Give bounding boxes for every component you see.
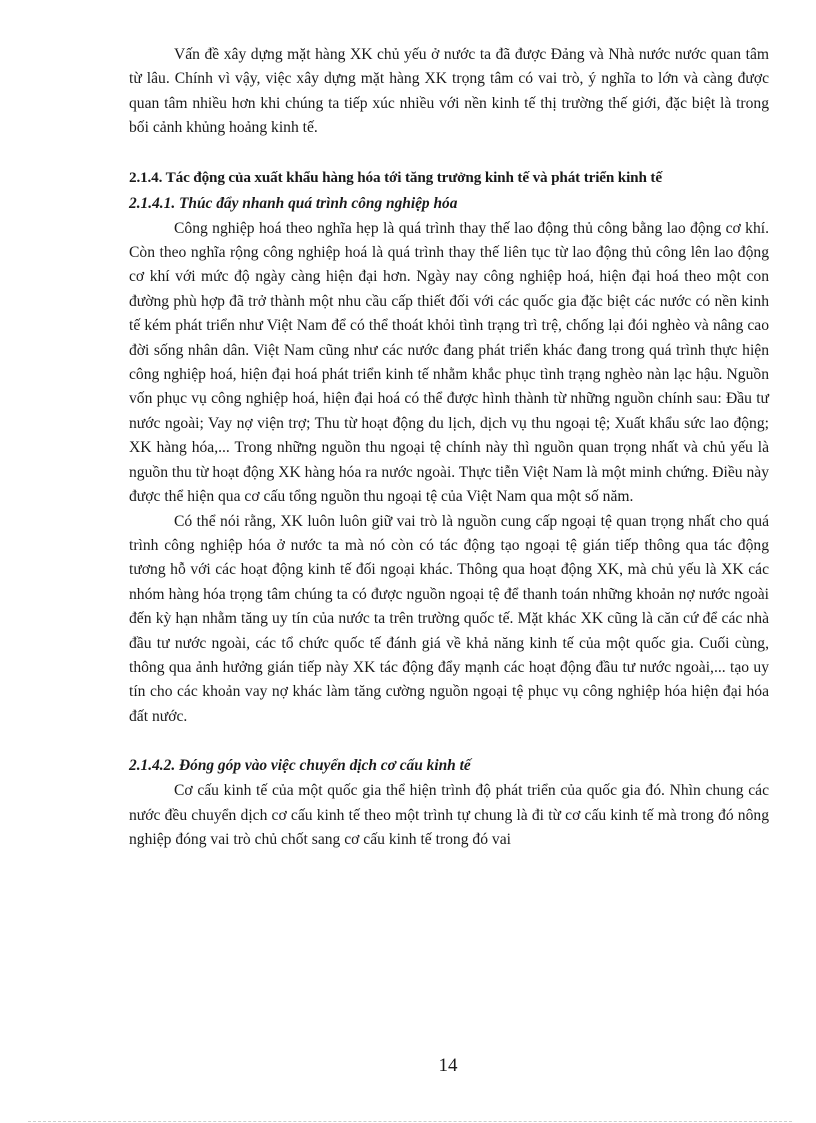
section-heading: 2.1.4. Tác động của xuất khẩu hàng hóa tới tăng trưởng kinh tế và phát triển kinh tế: [129, 168, 662, 186]
subsection-1-paragraph-1: Công nghiệp hoá theo nghĩa hẹp là quá trình thay thế lao động thủ công bằng lao động cơ khí. Còn theo nghĩa rộng công nghiệp hoá là quá trình thay thế liên tục từ lao động thủ công lên lao động cơ khí với mức độ ngày càng hiện đại hơn. Ngày nay công nghiệp hoá, hiện đại hoá theo một con đường phù hợp đã trở thành một nhu cầu cấp thiết đối với các quốc gia đặc biệt các nước có nền kinh tế kém phát triển như Việt Nam để có thể thoát khỏi tình trạng trì trệ, chống lại đói nghèo và nâng cao đời sống nhân dân. Việt Nam cũng như các nước đang phát triển khác đang trong quá trình thực hiện công nghiệp hoá, hiện đại hoá phát triển kinh tế nhằm khắc phục tình trạng nghèo nàn lạc hậu. Nguồn vốn phục vụ công nghiệp hoá, hiện đại hoá có thể được hình thành từ những nguồn chính sau: Đầu tư nước ngoài; Vay nợ viện trợ; Thu từ hoạt động du lịch, dịch vụ thu ngoại tệ; Xuất khẩu sức lao động; XK hàng hóa,... Trong những nguồn thu ngoại tệ chính này thì nguồn quan trọng nhất và chủ yếu là nguồn thu từ hoạt động XK hàng hóa ra nước ngoài. Thực tiễn Việt Nam là một minh chứng. Điều này được thể hiện qua cơ cấu tổng nguồn thu ngoại tệ của Việt Nam qua một số năm.: [129, 219, 769, 506]
page-bottom-divider: [28, 1121, 792, 1122]
subsection-heading-1: 2.1.4.1. Thúc đẩy nhanh quá trình công nghiệp hóa: [129, 194, 458, 212]
intro-paragraph: Vấn đề xây dựng mặt hàng XK chủ yếu ở nước ta đã được Đảng và Nhà nước nước quan tâm từ lâu. Chính vì vậy, việc xây dựng mặt hàng XK trọng tâm có vai trò, ý nghĩa to lớn và càng được quan tâm nhiều hơn khi chúng ta tiếp xúc nhiều với nền kinh tế thị trường thế giới, đặc biệt là trong bối cảnh khủng hoảng kinh tế.: [129, 46, 769, 137]
subsection-2-paragraph-1: Cơ cấu kinh tế của một quốc gia thể hiện trình độ phát triển của quốc gia đó. Nhìn chung các nước đều chuyển dịch cơ cấu kinh tế theo một trình tự chung là đi từ cơ cấu kinh tế mà trong đó nông nghiệp đóng vai trò chủ chốt sang cơ cấu kinh tế trong đó vai: [129, 782, 769, 848]
page-number: 14: [438, 1055, 458, 1076]
subsection-1-paragraph-2: Có thể nói rằng, XK luôn luôn giữ vai trò là nguồn cung cấp ngoại tệ quan trọng nhất cho quá trình công nghiệp hóa ở nước ta mà nó còn có tác động tạo ngoại tệ gián tiếp thông qua tác động tương hỗ với các hoạt động kinh tế đối ngoại khác. Thông qua hoạt động XK, mà chủ yếu là XK các nhóm hàng hóa trọng tâm chúng ta có được nguồn ngoại tệ để thanh toán những khoản nợ nước ngoài đến kỳ hạn nhằm tăng uy tín của nước ta trên trường quốc tế. Mặt khác XK cũng là căn cứ để các nhà đầu tư nước ngoài, các tổ chức quốc tế đánh giá về khả năng kinh tế của một quốc gia. Cuối cùng, thông qua ảnh hưởng gián tiếp này XK tác động đẩy mạnh các hoạt động đầu tư nước ngoài,... tạo uy tín cho các khoản vay nợ khác làm tăng cường nguồn ngoại tệ phục vụ công nghiệp hóa hiện đại hóa đất nước.: [129, 512, 769, 725]
subsection-heading-2: 2.1.4.2. Đóng góp vào việc chuyển dịch cơ cấu kinh tế: [129, 757, 471, 775]
page-content: [129, 43, 769, 852]
